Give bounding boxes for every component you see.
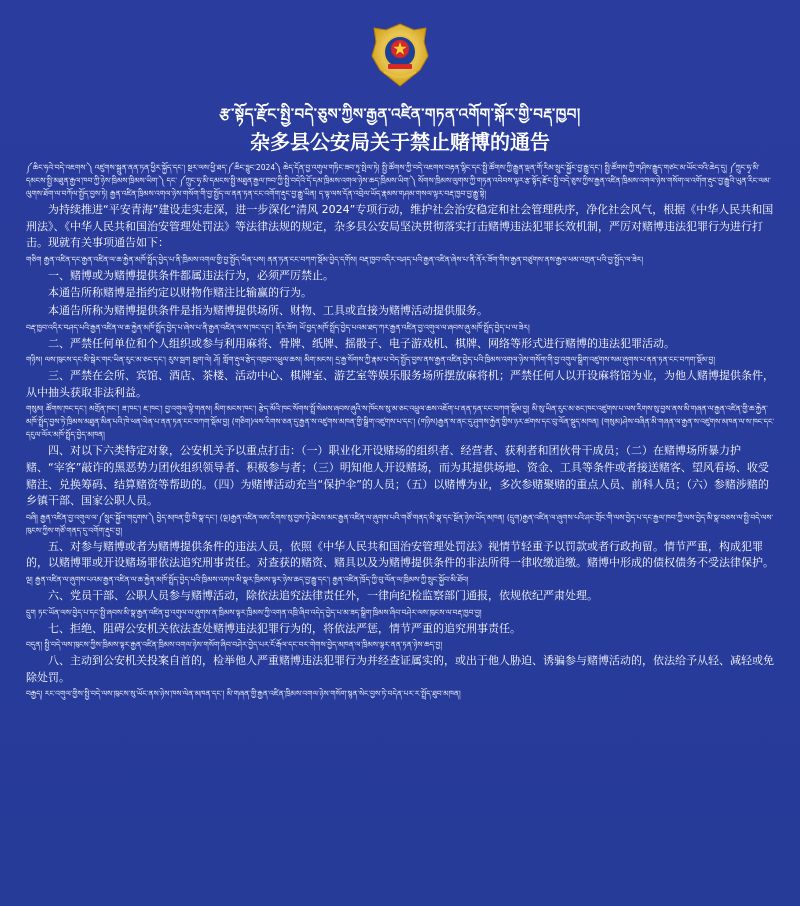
tibetan-paragraph: གསུམ། ཚོགས་ཁང་དང་། མགྲོན་ཁང་། ཟ་ཁང་། ཇ་ཁང་། བྱ་འགུལ་ལྟེ་གནས། མིག་མངས་ཁང་། རྩེད་མོའི་ཁང་སོགས་སྤྲོ་སེམས་ཞབས་ཞུའི་ས་ཁོངས་སུ་མ་ཅང་འཕྲུལ་ཆས་འཇོག་པ་ནན་ཏན་ངང་བཀག་སྡོམ་བྱ། མི་སུ་ཡིན་རུང་མ་ཅང་ཁང་འཛུགས་པ་ལས་རིགས་སུ་བྱས་ནས་མི་གཞན་ལ་རྒྱན་འཛིན་གྱི་ཆ་རྐྱེན་མཁོ་སྤྲོད་བྱས་ཏེ་ཁྲིམས་མཐུན་མིན་པའི་ཁེ་ཕན་ལེན་པ་ནན་ཏན་ངང་བཀག་སྡོམ་བྱ། (གཅིག)ལས་རིགས་ཅན་དུ་རྒྱན་ས་འཛུགས་མཁན་གྱི་སྒྲིག་འཛུགས་པ་དང་། (གཉིས)རྒྱན་ས་ནང་དུ་ཤུགས་རྐྱེན་གྱིས་ཉར་ཚགས་དང་བུ་ལོན་སྡུད་མཁན། (གསུམ)ཤེས་བཞིན་མི་གཞན་ལ་རྒྱན་ས་འཛུགས་མཁན་ལ་ས་ཁང་དང་དངུལ་ལོར་མཁོ་སྤྲོད་བྱེད་མཁན། xyxy=(26,404,775,440)
tibetan-paragraph: བདུན། སྤྱི་བདེ་ལས་ཁུངས་ཀྱིས་ཁྲིམས་ལྟར་རྒྱན་འཛིན་ཁྲིམས་འགལ་ཉེས་གསོག་ཞིབ་བཤེར་བྱེད་པར་ངོ་རྒོལ་དང་བར་གེགས་བྱེད་མཁན་ལ་ཁྲིམས་ལྟར་ནན་ཏན་ཉེས་ཆད་བྱ། xyxy=(26,640,443,650)
page-title: 杂多县公安局关于禁止赌博的通告 xyxy=(250,130,550,154)
tibetan-paragraph: གཅིག རྒྱན་འཛིན་དང་རྒྱན་འཛིན་ལ་ཆ་རྐྱེན་མཁོ་སྤྲོད་བྱེད་པ་ནི་ཁྲིམས་འགལ་གྱི་བྱ་སྤྱོད་ཡིན་པས། ནན་ཏན་ངང་བཀག་སྡོམ་བྱེད་དགོས། བརྡ་ཁྱབ་འདིར་བཤད་པའི་རྒྱན་འཛིན་ཞེས་པ་ནི་ནོར་ཟོག་གིས་རྒྱན་བཙུགས་ནས་རྒྱལ་ཕམ་འགྲན་པའི་བྱ་སྤྱོད་ལ་ཟེར། xyxy=(26,254,644,264)
clause-1-b: 本通告所称为赌博提供条件是指为赌博提供场所、财物、工具或直接为赌博活动提供服务。 xyxy=(48,303,488,317)
clause-3: 三、严禁在会所、宾馆、酒店、茶楼、活动中心、棋牌室、游艺室等娱乐服务场所摆放麻将机；严禁任何人以开设麻将馆为业，为他人赌博提供条件，从中抽头获取非法利益。 xyxy=(26,369,774,399)
tibetan-paragraph: ༼ཆིང་ཧའེ་བདེ་འཇགས་༽ འཛུགས་སྐྲུན་ནན་ཏན་ཕྱིར་སྐྱོད་དང་། སྔར་ལས་ཕྱི་ཐད་༼ཆིང་ཧྥུང་2024༽ ཆེད་དོན་བྱ་འགུལ་གཏིང་ཟབ་ཏུ་སྤེལ་ཏེ། སྤྱི་ཚོགས་ཀྱི་བདེ་འཇགས་བརྟན་ལྷིང་དང་སྤྱི་ཚོགས་ཀྱི་རྒྱུན་ལྡན་གོ་རིམ་སྲུང་སྐྱོང་བྱ་རྒྱུ་དང་། སྤྱི་ཚོགས་ཀྱི་གཤིས་རྒྱུད་གཙང་མ་ཡོང་བའི་ཆེད་དུ། ༼ཀྲུང་ཧྭ་མི་དམངས་སྤྱི་མཐུན་རྒྱལ་ཁབ་ཀྱི་ཉེས་ཁྲིམས་ཁྲིམས་ཡིག་༽ དང་ ༼ཀྲུང་ཧྭ་མི་དམངས་སྤྱི་མཐུན་རྒྱལ་ཁབ་ཀྱི་སྤྱི་བདེའི་དོ་དམ་ཁྲིམས་འགལ་ཉེས་ཆད་ཁྲིམས་ཡིག་༽ སོགས་ཁྲིམས་ལུགས་ཀྱི་གཏན་འབེབས་ལྟར་རྩ་སྟོད་རྫོང་སྤྱི་བདེ་ཅུས་ཀྱིས་རྒྱན་འཛིན་ཁྲིམས་འགལ་ཉེས་གསོག་ལ་འགོག་རྡུང་བྱ་རྒྱུའི་ཡུན་རིང་ལམ་ལུགས་ཐོག་ལ་བཀོལ་སྤྱོད་བྱས་ཏེ། རྒྱན་འཛིན་ཁྲིམས་འགལ་ཉེས་གསོག་གི་བྱ་སྤྱོད་ལ་ནན་ཏན་ངང་འགོག་རྡུང་བྱ་རྒྱུ་ཡིན། ད་ལྟ་ལས་དོན་འབྲེལ་ཡོད་རྣམས་གཤམ་གསལ་ལྟར་བརྡ་ཁྱབ་བྱ་རྒྱུ་སྟེ། xyxy=(26,163,771,198)
clause-1-a: 本通告所称赌博是指约定以财物作赌注比输赢的行为。 xyxy=(48,286,312,300)
clause-2: 二、严禁任何单位和个人组织或参与利用麻将、骨牌、纸牌、摇骰子、电子游戏机、棋牌、网络等形式进行赌博的违法犯罪活动。 xyxy=(48,336,675,350)
tibetan-paragraph: ལྔ། རྒྱན་འཛིན་ལ་ཞུགས་པའམ་རྒྱན་འཛིན་ལ་ཆ་རྐྱེན་མཁོ་སྤྲོད་བྱེད་པའི་ཁྲིམས་འགལ་མི་སྣར་ཁྲིམས་ལྟར་ཉེས་ཆད་བྱ་རྒྱུ་དང་། རྒྱན་འཛིན་ཁྲོད་ཀྱི་བུ་ལོན་ལ་ཁྲིམས་ཀྱི་སྲུང་སྐྱོབ་མི་ཐོབ། xyxy=(26,574,469,584)
clause-6: 六、党员干部、公职人员参与赌博活动，除依法追究法律责任外，一律向纪检监察部门通报，依规依纪严肃处理。 xyxy=(48,588,598,602)
tibetan-paragraph: དྲུག ཏང་ཡོན་ལས་བྱེད་པ་དང་སྤྱི་ཞབས་མི་སྣ་རྒྱན་འཛིན་བྱ་འགུལ་ལ་ཞུགས་ན་ཁྲིམས་ལྟར་ཁྲིམས་ཀྱི་འགན་འཁྲི་ཞིབ་འདེད་བྱེད་པ་མ་ཟད་སྒྲིག་ཁྲིམས་ཞིབ་བཤེར་ལས་ཁུངས་ལ་བརྡ་ཁྱབ་བྱ། xyxy=(26,607,482,617)
clause-5: 五、对参与赌博或者为赌博提供条件的违法人员，依照《中华人民共和国治安管理处罚法》视情节轻重予以罚款或者行政拘留。情节严重，构成犯罪的，以赌博罪或开设赌场罪依法追究刑事责任。对查获的赌资、赌具以及为赌博提供条件的非法所得一律收缴追缴。赌博中形成的债权债务不受法律保护。 xyxy=(26,539,774,570)
intro-paragraph: 为持续推进“平安青海”建设走实走深，进一步深化“清风 2024”专项行动，维护社会治安稳定和社会管理秩序，净化社会风气，根据《中华人民共和国刑法》、《中华人民共和国治安管理处罚法》等法律法规的规定，杂多县公安局坚决贯彻落实打击赌博违法犯罪长效机制，严厉对赌博违法犯罪行为进行打击。现就有关事项通告如下： xyxy=(26,203,774,250)
police-emblem-icon xyxy=(370,22,430,88)
tibetan-title: རྩ་སྟོད་རྫོང་སྤྱི་བདེ་ཅུས་ཀྱིས་རྒྱན་འཛིན་གཏན་འགོག་སྐོར་གྱི་བརྡ་ཁྱབ། xyxy=(219,105,581,123)
clause-1: 一、赌博或为赌博提供条件都属违法行为，必须严厉禁止。 xyxy=(48,268,334,282)
notice-body xyxy=(26,160,776,702)
clause-8: 八、主动到公安机关投案自首的，检举他人严重赌博违法犯罪行为并经查证属实的，或出于他人胁迫、诱骗参与赌博活动的，依法给予从轻、减轻或免除处罚。 xyxy=(26,654,774,684)
tibetan-paragraph: བཞི། རྒྱན་འཛིན་བྱ་འགུལ་ལ་༼སྲུང་སྐྱོབ་གདུགས་༽ བྱེད་མཁན་གྱི་མི་སྣ་དང་། (ལྔ)རྒྱན་འཛིན་ལས་རིགས་སུ་བྱས་ཏེ་ཐེངས་མང་རྒྱན་འཛིན་ལ་ཞུགས་པའི་གཙོ་གནད་མི་སྣ་དང་སྔོན་ཉེས་ཡོད་མཁན། (དྲུག)རྒྱན་འཛིན་ལ་ཞུགས་པའི་ཤང་གྲོང་གི་ལས་བྱེད་པ་དང་རྒྱལ་ཁབ་ཀྱི་ལས་བྱེད་མི་སྣ་བཅས་ལ་སྤྱི་བདེ་ལས་ཁུངས་ཀྱིས་གཙོ་གནད་དུ་འགོག་རྡུང་བྱ། xyxy=(26,512,774,535)
tibetan-paragraph: གཉིས། ལས་ཁུངས་དང་མི་སྒེར་གང་ཡིན་རུང་མ་ཅང་དང་། རུས་སྦག སྦག་ལེ། ཤོ། གློག་རྡུལ་རྩེད་འཁྲབ་འཕྲུལ་ཆས། མིག་མངས། དྲ་རྒྱ་སོགས་ཀྱི་རྣམ་པ་བེད་སྤྱོད་བྱས་ནས་རྒྱན་འཛིན་བྱེད་པའི་ཁྲིམས་འགལ་ཉེས་གསོག་གི་བྱ་འགུལ་སྒྲིག་འཛུགས་སམ་ཞུགས་པ་ནན་ཏན་ངང་བཀག་སྡོམ་བྱ། xyxy=(26,355,716,365)
tibetan-paragraph: བརྒྱད། རང་འགུལ་གྱིས་སྤྱི་བདེ་ལས་ཁུངས་སུ་ཡོང་ནས་ཉེས་ཁས་ལེན་མཁན་དང་། མི་གཞན་གྱི་རྒྱན་འཛིན་ཁྲིམས་འགལ་ཉེས་གསོག་སྙན་སེང་བྱས་ཏེ་བདེན་པར་ར་སྤྲོད་ཐུབ་མཁན། xyxy=(26,689,461,699)
clause-7: 七、拒绝、阻碍公安机关依法查处赌博违法犯罪行为的，将依法严惩，情节严重的追究刑事责任。 xyxy=(48,621,521,635)
clause-4: 四、对以下六类特定对象，公安机关予以重点打击：（一）职业化开设赌场的组织者、经营者、获利者和团伙骨干成员；（二）在赌博场所暴力护赌、“宰客”敲诈的黑恶势力团伙组织领导者、积极参与者；（三）明知他人开设赌场，而为其提供场地、资金、工具等条件或者接送赌客、望风看场、收受赌注、兑换筹码、结算赌资等帮助的。（四）为赌博活动充当“保护伞”的人员；（五）以赌博为业，多次参赌聚赌的重点人员、前科人员；（六）参赌涉赌的乡镇干部、国家公职人员。 xyxy=(26,444,769,508)
tibetan-paragraph: བརྡ་ཁྱབ་འདིར་བཤད་པའི་རྒྱན་འཛིན་ལ་ཆ་རྐྱེན་མཁོ་སྤྲོད་བྱེད་པ་ཞེས་པ་ནི་རྒྱན་འཛིན་ལ་ས་ཁང་དང་། ནོར་ཟོག ཡོ་བྱད་མཁོ་སྤྲོད་བྱེད་པའམ་ཐད་ཀར་རྒྱན་འཛིན་བྱ་འགུལ་ལ་ཞབས་ཞུ་མཁོ་སྤྲོད་བྱེད་པ་ལ་ཟེར། xyxy=(26,322,530,332)
